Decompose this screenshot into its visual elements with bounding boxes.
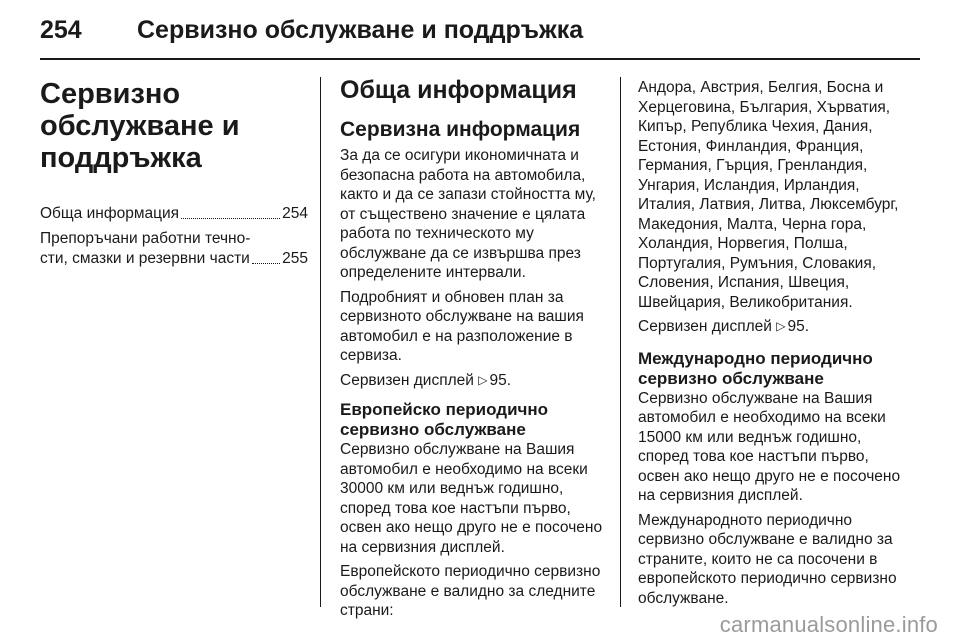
paragraph-service-display-ref: [340, 371, 608, 391]
ref-text: Сервизен дисплей: [638, 318, 772, 335]
toc-entry-general-info[interactable]: [40, 204, 308, 224]
arrow-right-icon: ▷: [776, 319, 786, 333]
watermark: carmanualsonline.info: [719, 612, 938, 637]
paragraph-european-interval: Сервизно обслужване на Вашия автомобил е необходимо на всеки 30000 км или веднъж годишно, според това кое настъпи първо, освен ако нещо друго не е посочено на сервизния дисплей.: [340, 441, 603, 556]
paragraph-international-interval: Сервизно обслужване на Вашия автомобил е необходимо на всеки 15000 км или веднъж годишно, според това кое настъпи първо, освен ако нещо друго не е посочено на сервизния дисплей.: [638, 389, 901, 504]
column-countries: [638, 78, 908, 613]
paragraph-service-display-ref-2: [638, 317, 908, 337]
toc-entry-text-line2: сти, смазки и резервни части: [40, 250, 250, 267]
subsection-title-international-service: Международно периодично сервизно обслужване: [638, 348, 873, 388]
running-title: Сервизно обслужване и поддръжка: [137, 16, 584, 44]
toc-entry-page: 255: [282, 250, 308, 267]
paragraph-service-intervals: За да се осигури икономичната и безопасна работа на автомобила, както и да се запази стойността му, от съществено значение е цялата работа по техническото му обслужване да се извършва през определените интервали.: [340, 147, 596, 281]
toc-entry-text-line1: Препоръчани работни течно-: [40, 230, 251, 247]
column-general-info: [340, 78, 608, 626]
toc-entry-page: 254: [282, 205, 308, 222]
column-divider-1: [320, 77, 321, 607]
column-divider-2: [620, 77, 621, 607]
ref-page-link[interactable]: 95.: [787, 318, 810, 335]
arrow-right-icon: ▷: [478, 372, 488, 387]
chapter-title: Сервизно обслужване и поддръжка: [40, 78, 240, 174]
page-number: 254: [40, 16, 82, 44]
ref-page-link[interactable]: 95.: [489, 371, 512, 389]
subsection-title-service-info: Сервизна информация: [340, 118, 581, 141]
paragraph-country-list: Андора, Австрия, Белгия, Босна и Херцеговина, България, Хърватия, Кипър, Република Чехия, Дания, Естония, Финландия, Франция, Германия, Гърция, Гренландия, Унгария, Исландия, Ирландия, Италия, Латвия, Литва, Люксембург, Македония, Малта, Черна гора, Холандия, Норвегия, Полша, Португалия, Румъния, Словакия, Словения, Испания, Швеция, Швейцария, Великобритания.: [638, 79, 899, 311]
toc-leader: [252, 263, 280, 264]
column-toc: [40, 78, 308, 269]
paragraph-international-validity: Международното периодично сервизно обслужване е валидно за страните, които не са посочени в европейското периодично сервизно обслужване.: [638, 511, 897, 607]
subsection-title-european-service: Европейско периодично сервизно обслужване: [340, 400, 549, 439]
paragraph-european-countries-intro: Европейското периодично сервизно обслужване е валидно за следните страни:: [340, 563, 601, 619]
toc-leader: [181, 218, 280, 219]
page-header: [40, 14, 920, 58]
toc-entry-recommended-fluids[interactable]: [40, 229, 308, 269]
header-rule: [40, 58, 920, 60]
ref-text: Сервизен дисплей: [340, 371, 474, 389]
toc-entry-text: Обща информация: [40, 205, 180, 222]
paragraph-service-plan: Подробният и обновен план за сервизното обслужване на вашия автомобил е на разположение в сервиза.: [340, 288, 584, 364]
section-title: Обща информация: [340, 76, 577, 104]
